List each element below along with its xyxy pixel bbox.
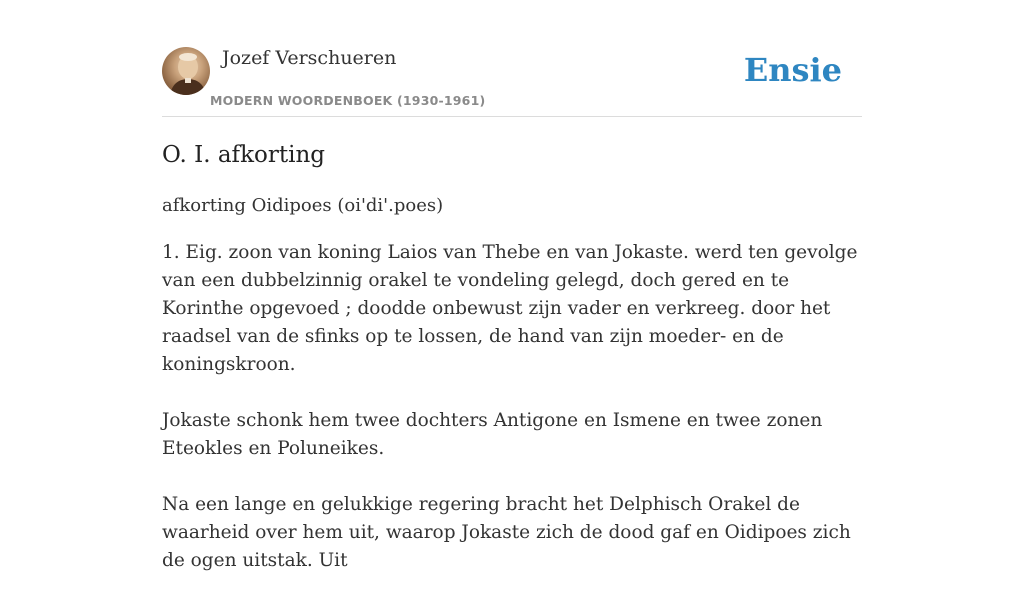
brand-logo[interactable]: Ensie	[743, 51, 842, 89]
source-name[interactable]: MODERN WOORDENBOEK (1930-1961)	[210, 93, 486, 108]
entry-subtitle: afkorting Oidipoes (oi'di'.poes)	[162, 195, 444, 216]
entry-body	[162, 239, 862, 603]
paragraph: Na een lange en gelukkige regering bracht het Delphisch Orakel de waarheid over hem uit, waarop Jokaste zich de dood gaf en Oidipoes zich de ogen uitstak. Uit	[162, 494, 851, 571]
author-avatar[interactable]	[162, 47, 210, 95]
header	[162, 0, 862, 117]
page	[162, 0, 862, 571]
entry-title: O. I. afkorting	[162, 142, 325, 168]
paragraph: 1. Eig. zoon van koning Laios van Thebe en van Jokaste. werd ten gevolge van een dubbelzinnig orakel te vondeling gelegd, doch gered en te Korinthe opgevoed ; doodde onbewust zijn vader en verkreeg. door het raadsel van de sfinks op te lossen, de hand van zijn moeder- en de koningskroon.	[162, 242, 858, 375]
paragraph: Jokaste schonk hem twee dochters Antigone en Ismene en twee zonen Eteokles en Poluneikes.	[162, 410, 823, 459]
portrait-icon	[162, 47, 210, 95]
author-name[interactable]: Jozef Verschueren	[222, 47, 397, 69]
